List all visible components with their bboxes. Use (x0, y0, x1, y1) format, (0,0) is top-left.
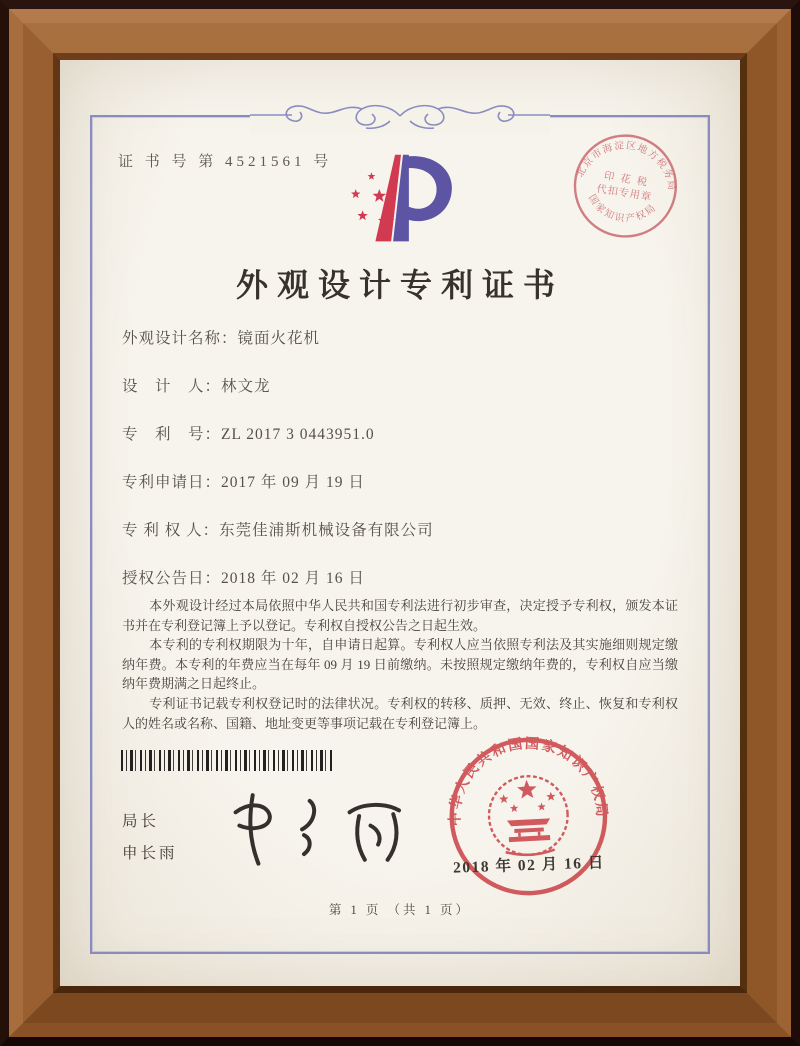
certificate-title: 外观设计专利证书 (235, 267, 564, 303)
flourish-icon (250, 99, 550, 133)
designer-label: 设 计 人： (122, 378, 222, 395)
national-seal-icon (441, 729, 617, 905)
body-paragraph-2: 本专利的专利权期限为十年，自申请日起算。专利权人应当依照专利法及其实施细则规定缴纳年费。本专利的年费应当在每年 09 月 19 日前缴纳。未按照规定缴纳年费的，专利权自应当缴纳年费期满之日起终止。 (122, 637, 678, 692)
design-name-value: 镜面火花机 (237, 330, 321, 347)
certificate-number: 证 书 号 第 4521561 号 (118, 154, 333, 170)
tax-stamp-center-line2: 代扣专用章 (595, 183, 653, 204)
patentee-label: 专 利 权 人： (122, 522, 220, 539)
design-name-field (122, 326, 434, 374)
certificate-paper (60, 60, 740, 986)
tax-stamp-center-line1: 印 花 税 (603, 170, 650, 189)
patentee-value: 东莞佳浦斯机械设备有限公司 (219, 522, 434, 539)
frame-wood-outer (9, 9, 791, 1037)
cnipa-logo-icon (336, 150, 464, 255)
director-title: 局长 (122, 813, 160, 830)
certificate-fields (122, 326, 434, 614)
patent-logo-icon (336, 150, 464, 250)
director-signature (218, 780, 428, 880)
national-seal-arc-text: 中华人民共和国国家知识产权局 (447, 735, 610, 827)
body-paragraph-1: 本外观设计经过本局依照中华人民共和国专利法进行初步审查，决定授予专利权，颁发本证书并在专利登记簿上予以登记。专利权自授权公告之日起生效。 (122, 598, 678, 633)
page-footer: 第 1 页 （共 1 页） (328, 903, 472, 917)
patent-number-label: 专 利 号： (122, 426, 222, 443)
director-name: 申长雨 (122, 845, 178, 862)
svg-text:中华人民共和国国家知识产权局 (442, 730, 610, 827)
tax-stamp-arc-bottom: 国家知识产权局 (585, 192, 660, 225)
tax-stamp-arc-top: 北京市海淀区地方税务局 (574, 140, 678, 193)
tax-stamp-seal (561, 122, 690, 255)
frame-wood-inner (23, 23, 777, 1023)
certificate-body (122, 596, 678, 733)
body-paragraph-3: 专利证书记载专利权登记时的法律状况。专利权的转移、质押、无效、终止、恢复和专利权人的姓名或名称、国籍、地址变更等事项记载在专利登记簿上。 (122, 695, 678, 731)
patent-number-field (122, 422, 434, 470)
barcode (121, 750, 333, 771)
grant-date-value: 2018 年 02 月 16 日 (221, 570, 365, 587)
patentee-field (122, 518, 434, 566)
patent-number-value: ZL 2017 3 0443951.0 (221, 426, 375, 443)
designer-field (122, 374, 434, 422)
flourish-ornament-icon (250, 99, 550, 133)
grant-date-label: 授权公告日： (122, 570, 222, 587)
issue-date: 2018 年 02 月 16 日 (452, 854, 606, 877)
frame-lip (53, 53, 747, 993)
signature-icon (218, 780, 428, 875)
national-seal (441, 729, 617, 910)
application-date-field (122, 470, 434, 518)
designer-value: 林文龙 (221, 378, 271, 395)
application-date-value: 2017 年 09 月 19 日 (221, 474, 365, 491)
application-date-label: 专利申请日： (122, 474, 222, 491)
tax-stamp-icon (561, 122, 689, 250)
director-block (122, 806, 178, 870)
design-name-label: 外观设计名称： (122, 330, 238, 347)
